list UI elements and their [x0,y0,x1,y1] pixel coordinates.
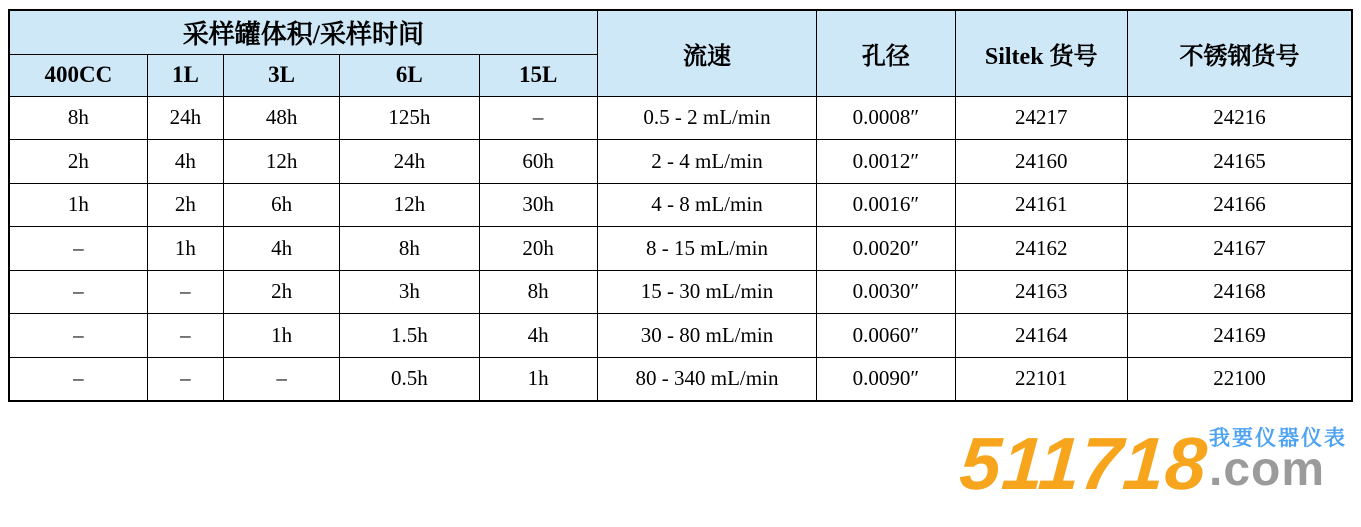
site-watermark-logo [956,422,1347,506]
logo-domain-text: .com [1209,443,1326,497]
table-cell: 125h [340,96,479,140]
table-cell: 4h [147,140,223,184]
logo-number-text: 511718 [956,422,1210,506]
table-cell: 0.5 - 2 mL/min [597,96,816,140]
table-cell: – [147,270,223,314]
table-cell: 20h [479,227,597,271]
table-cell: 0.0020″ [817,227,955,271]
table-row [9,357,1352,401]
column-header-flow-rate: 流速 [597,10,816,96]
table-cell: 24164 [955,314,1127,358]
table-cell: 12h [340,183,479,227]
table-cell: – [479,96,597,140]
table-cell: 24162 [955,227,1127,271]
table-cell: 2h [147,183,223,227]
table-cell: 4h [223,227,339,271]
table-row [9,183,1352,227]
table-cell: 8h [479,270,597,314]
table-cell: 0.0060″ [817,314,955,358]
table-cell: 1.5h [340,314,479,358]
table-cell: 0.0008″ [817,96,955,140]
table-cell: 22100 [1127,357,1352,401]
logo-right-block [1209,427,1347,497]
table-header [9,10,1352,96]
canister-spec-table [8,9,1353,402]
table-row [9,270,1352,314]
table-cell: 0.0016″ [817,183,955,227]
table-cell: 22101 [955,357,1127,401]
table-cell: 60h [479,140,597,184]
table-cell: 24216 [1127,96,1352,140]
table-body [9,96,1352,401]
subheader-3l: 3L [223,54,339,96]
table-cell: 1h [147,227,223,271]
column-header-stainless-part: 不锈钢货号 [1127,10,1352,96]
table-cell: 1h [9,183,147,227]
column-header-siltek-part: Siltek 货号 [955,10,1127,96]
table-cell: 0.5h [340,357,479,401]
logo-tagline-text: 我要仪器仪表 [1209,427,1347,450]
table-cell: – [147,357,223,401]
group-header-volume-time: 采样罐体积/采样时间 [9,10,597,54]
table-cell: 0.0012″ [817,140,955,184]
table-cell: 24h [340,140,479,184]
table-cell: 1h [479,357,597,401]
table-cell: – [9,270,147,314]
table-cell: 0.0030″ [817,270,955,314]
header-row-group [9,10,1352,54]
table-cell: 24165 [1127,140,1352,184]
subheader-6l: 6L [340,54,479,96]
table-cell: 1h [223,314,339,358]
subheader-1l: 1L [147,54,223,96]
table-cell: 80 - 340 mL/min [597,357,816,401]
table-cell: 12h [223,140,339,184]
table-cell: 4 - 8 mL/min [597,183,816,227]
table-cell: 8h [340,227,479,271]
table-cell: 24163 [955,270,1127,314]
table-cell: 2 - 4 mL/min [597,140,816,184]
table-cell: 24160 [955,140,1127,184]
table-cell: 8 - 15 mL/min [597,227,816,271]
table-cell: 4h [479,314,597,358]
table-cell: 2h [9,140,147,184]
table-cell: 48h [223,96,339,140]
table-cell: 6h [223,183,339,227]
table-cell: 30 - 80 mL/min [597,314,816,358]
table-cell: – [147,314,223,358]
table-cell: 24168 [1127,270,1352,314]
column-header-pore-size: 孔径 [817,10,955,96]
table-cell: – [223,357,339,401]
table-cell: – [9,357,147,401]
table-cell: 8h [9,96,147,140]
subheader-15l: 15L [479,54,597,96]
table-cell: 2h [223,270,339,314]
table-cell: 24166 [1127,183,1352,227]
table-cell: – [9,314,147,358]
table-cell: 30h [479,183,597,227]
table-cell: 24167 [1127,227,1352,271]
subheader-400cc: 400CC [9,54,147,96]
table-cell: 0.0090″ [817,357,955,401]
table-cell: 24161 [955,183,1127,227]
table-cell: 24h [147,96,223,140]
table-cell: 24169 [1127,314,1352,358]
table-cell: 15 - 30 mL/min [597,270,816,314]
table-cell: 24217 [955,96,1127,140]
table-row [9,227,1352,271]
table-row [9,140,1352,184]
table-cell: – [9,227,147,271]
table-row [9,314,1352,358]
table-row [9,96,1352,140]
table-cell: 3h [340,270,479,314]
